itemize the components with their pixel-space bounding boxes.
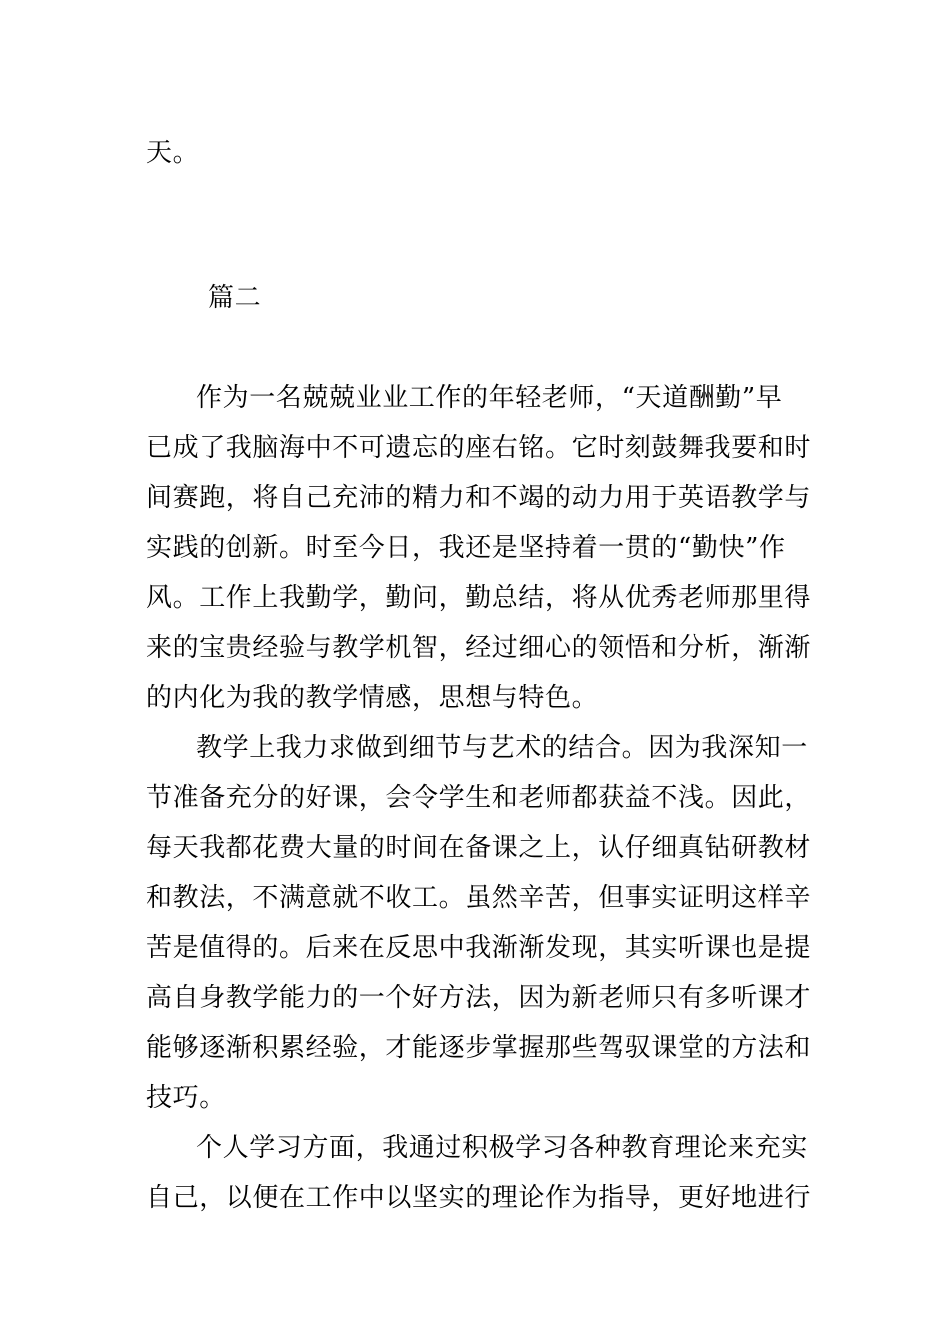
paragraph-line: 节准备充分的好课，会令学生和老师都获益不浅。因此， (146, 783, 812, 813)
paragraph-line: 实践的创新。时至今日，我还是坚持着一贯的“勤快”作 (146, 533, 786, 563)
paragraph-line: 高自身教学能力的一个好方法，因为新老师只有多听课才 (146, 983, 812, 1013)
paragraph-line: 作为一名兢兢业业工作的年轻老师，“天道酬勤”早 (196, 383, 783, 413)
paragraph-line: 教学上我力求做到细节与艺术的结合。因为我深知一 (196, 733, 808, 763)
paragraph-line: 个人学习方面，我通过积极学习各种教育理论来充实 (196, 1133, 808, 1163)
paragraph-line: 来的宝贵经验与教学机智，经过细心的领悟和分析，渐渐 (146, 633, 812, 663)
paragraph-line: 苦是值得的。后来在反思中我渐渐发现，其实听课也是提 (146, 933, 812, 963)
paragraph-line: 每天我都花费大量的时间在备课之上，认仔细真钻研教材 (146, 833, 812, 863)
paragraph-line: 能够逐渐积累经验，才能逐步掌握那些驾驭课堂的方法和 (146, 1033, 812, 1063)
paragraph-line: 风。工作上我勤学，勤问，勤总结，将从优秀老师那里得 (146, 583, 812, 613)
paragraph-line: 已成了我脑海中不可遗忘的座右铭。它时刻鼓舞我要和时 (146, 433, 812, 463)
paragraph-line: 技巧。 (146, 1083, 226, 1113)
continued-text: 天。 (146, 138, 200, 168)
section-heading: 篇二 (208, 283, 262, 313)
paragraph-line: 间赛跑，将自己充沛的精力和不竭的动力用于英语教学与 (146, 483, 812, 513)
paragraph-line: 的内化为我的教学情感，思想与特色。 (146, 683, 599, 713)
paragraph-line: 和教法，不满意就不收工。虽然辛苦，但事实证明这样辛 (146, 883, 812, 913)
paragraph-line: 自己，以便在工作中以坚实的理论作为指导，更好地进行 (146, 1183, 812, 1213)
